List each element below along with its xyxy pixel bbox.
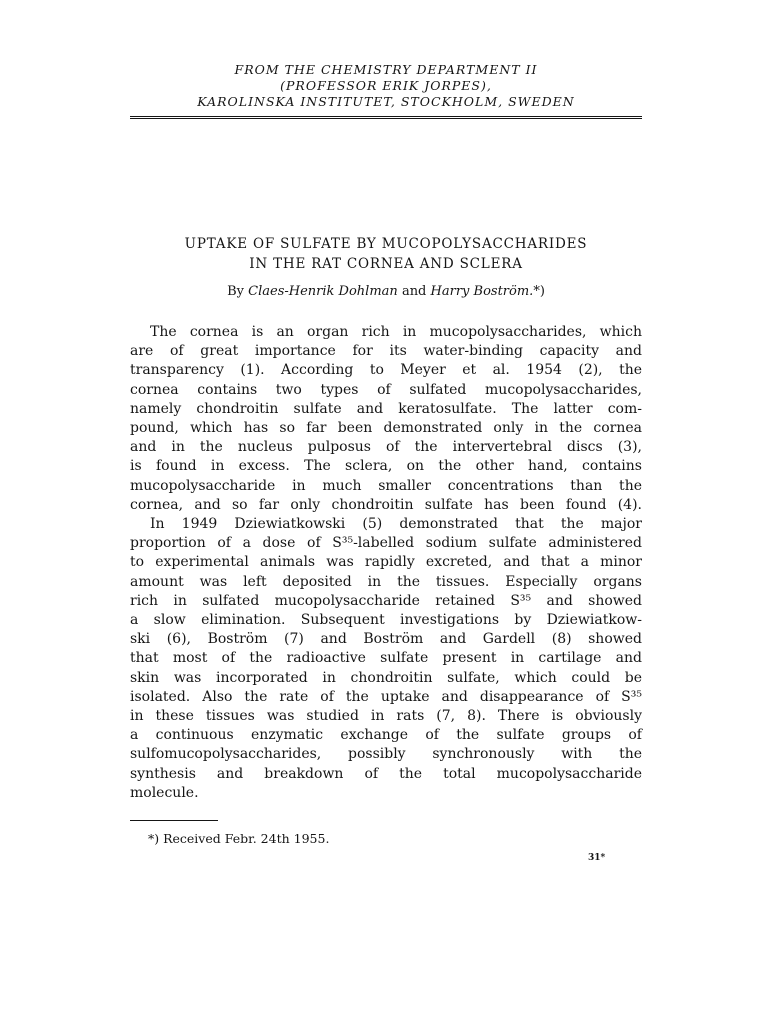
body-line: is found in excess. The sclera, on the other hand, contains: [130, 458, 642, 475]
byline: [100, 283, 672, 301]
title-line: IN THE RAT CORNEA AND SCLERA: [249, 256, 523, 272]
body-line: that most of the radioactive sulfate present in cartilage and: [130, 650, 642, 667]
department-header: [130, 62, 642, 110]
body-line: namely chondroitin sulfate and keratosulfate. The latter com-: [130, 400, 642, 417]
header-line: (PROFESSOR ERIK JORPES),: [280, 78, 492, 93]
body-line: sulfomucopolysaccharides, possibly synchronously with the: [130, 746, 642, 763]
body-line: The cornea is an organ rich in mucopolysaccharides, which: [150, 324, 642, 340]
body-line: a continuous enzymatic exchange of the sulfate groups of: [130, 727, 642, 744]
body-line: skin was incorporated in chondroitin sulfate, which could be: [130, 669, 642, 686]
body-line: transparency (1). According to Meyer et al. 1954 (2), the: [130, 362, 642, 379]
footnote-marker: *): [533, 284, 545, 299]
body-line: synthesis and breakdown of the total mucopolysaccharide: [130, 765, 642, 782]
body-line: in these tissues was studied in rats (7, 8). There is obviously: [130, 708, 642, 725]
body-line: mucopolysaccharide in much smaller concentrations than the: [130, 477, 642, 494]
byline-and: and: [401, 284, 427, 299]
body-line: and in the nucleus pulposus of the intervertebral discs (3),: [130, 439, 642, 456]
body-line: In 1949 Dziewiatkowski (5) demonstrated that the major: [150, 516, 642, 533]
byline-by: By: [227, 284, 245, 299]
header-line: FROM THE CHEMISTRY DEPARTMENT II: [234, 62, 538, 77]
body-line: isolated. Also the rate of the uptake and disappearance of S³⁵: [130, 688, 642, 705]
body-line: are of great importance for its water-binding capacity and: [130, 343, 642, 360]
body-line: cornea, and so far only chondroitin sulfate has been found (4).: [130, 496, 642, 513]
header-rule: [130, 116, 642, 119]
body-line: rich in sulfated mucopolysaccharide retained S³⁵ and showed: [130, 592, 642, 609]
body-line: to experimental animals was rapidly excreted, and that a minor: [130, 554, 642, 571]
body-line: ski (6), Boström (7) and Boström and Gardell (8) showed: [130, 631, 642, 648]
header-line: KAROLINSKA INSTITUTET, STOCKHOLM, SWEDEN: [197, 94, 575, 109]
body-line: amount was left deposited in the tissues. Especially organs: [130, 573, 642, 590]
body-line: cornea contains two types of sulfated mucopolysaccharides,: [130, 381, 642, 398]
body-text: [130, 323, 642, 803]
body-line: pound, which has so far been demonstrated only in the cornea: [130, 420, 642, 437]
body-line: proportion of a dose of S³⁵-labelled sodium sulfate administered: [130, 535, 642, 552]
footnote-rule: [130, 820, 218, 821]
author-name: Claes-Henrik Dohlman: [248, 284, 398, 299]
author-name: Harry Boström.: [430, 284, 534, 299]
body-line: a slow elimination. Subsequent investigations by Dziewiatkow-: [130, 612, 642, 629]
title-line: UPTAKE OF SULFATE BY MUCOPOLYSACCHARIDES: [184, 236, 588, 252]
body-line: molecule.: [130, 784, 199, 801]
footnote: *) Received Febr. 24th 1955.: [148, 831, 330, 846]
page-number: 31*: [588, 853, 606, 863]
article-title: [100, 234, 672, 274]
